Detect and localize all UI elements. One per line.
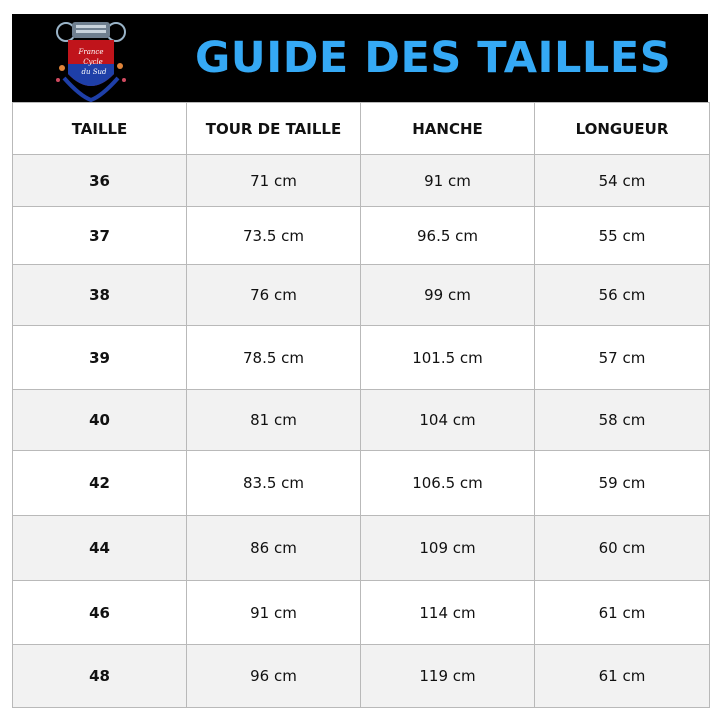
size-cell: 44: [13, 516, 187, 581]
size-cell: 39: [13, 326, 187, 390]
column-header-length: LONGUEUR: [535, 103, 710, 155]
hip-cell: 114 cm: [361, 581, 535, 645]
size-cell: 48: [13, 645, 187, 708]
table-row: [13, 155, 710, 207]
hip-cell: 119 cm: [361, 645, 535, 708]
size-cell: 38: [13, 265, 187, 326]
length-cell: 57 cm: [535, 326, 710, 390]
waist-cell: 73.5 cm: [187, 207, 361, 265]
waist-cell: 96 cm: [187, 645, 361, 708]
waist-cell: 81 cm: [187, 390, 361, 451]
length-cell: 56 cm: [535, 265, 710, 326]
length-cell: 60 cm: [535, 516, 710, 581]
waist-cell: 78.5 cm: [187, 326, 361, 390]
logo-line-1: France: [78, 48, 104, 56]
table-row: [13, 326, 710, 390]
length-cell: 61 cm: [535, 645, 710, 708]
table-row: [13, 516, 710, 581]
size-cell: 36: [13, 155, 187, 207]
logo-line-2: Cycle: [83, 58, 103, 66]
hip-cell: 96.5 cm: [361, 207, 535, 265]
hip-cell: 101.5 cm: [361, 326, 535, 390]
waist-cell: 83.5 cm: [187, 451, 361, 516]
page-title: GUIDE DES TAILLES: [195, 33, 672, 83]
table-row: [13, 451, 710, 516]
hip-cell: 106.5 cm: [361, 451, 535, 516]
table-row: [13, 207, 710, 265]
waist-cell: 76 cm: [187, 265, 361, 326]
column-header-size: TAILLE: [13, 103, 187, 155]
waist-cell: 91 cm: [187, 581, 361, 645]
hip-cell: 91 cm: [361, 155, 535, 207]
length-cell: 61 cm: [535, 581, 710, 645]
brand-logo-icon: [50, 18, 132, 102]
size-cell: 46: [13, 581, 187, 645]
title-banner: [12, 14, 708, 102]
table-header-row: [13, 103, 710, 155]
length-cell: 55 cm: [535, 207, 710, 265]
column-header-waist: TOUR DE TAILLE: [187, 103, 361, 155]
size-cell: 42: [13, 451, 187, 516]
table-row: [13, 645, 710, 708]
waist-cell: 71 cm: [187, 155, 361, 207]
hip-cell: 99 cm: [361, 265, 535, 326]
size-cell: 40: [13, 390, 187, 451]
length-cell: 58 cm: [535, 390, 710, 451]
waist-cell: 86 cm: [187, 516, 361, 581]
table-row: [13, 390, 710, 451]
length-cell: 59 cm: [535, 451, 710, 516]
hip-cell: 109 cm: [361, 516, 535, 581]
size-cell: 37: [13, 207, 187, 265]
table-row: [13, 265, 710, 326]
column-header-hip: HANCHE: [361, 103, 535, 155]
size-table: [12, 102, 710, 708]
hip-cell: 104 cm: [361, 390, 535, 451]
table-row: [13, 581, 710, 645]
length-cell: 54 cm: [535, 155, 710, 207]
logo-line-3: du Sud: [81, 68, 107, 76]
